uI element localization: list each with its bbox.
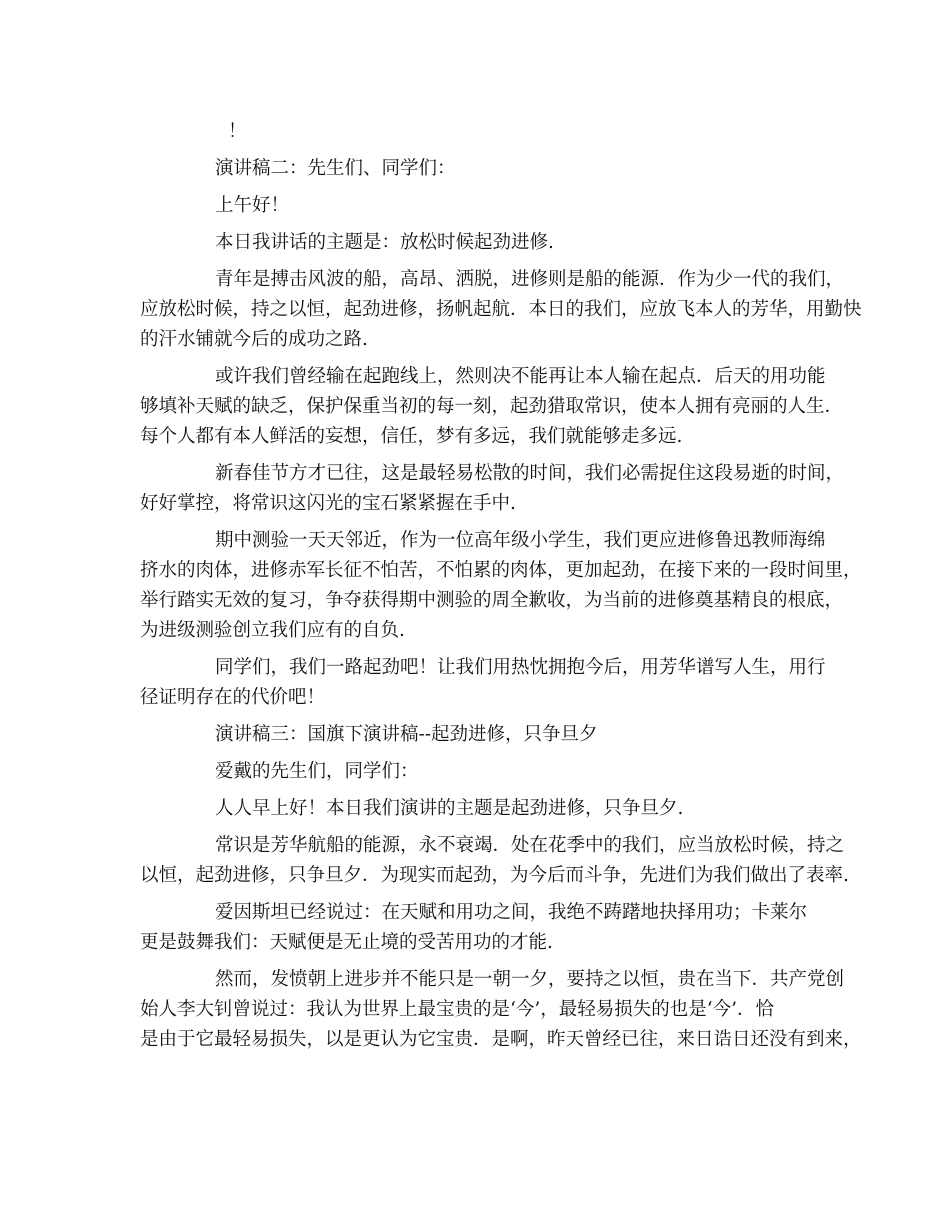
text-line: 应放松时候，持之以恒，起劲进修，扬帆起航．本日的我们，应放飞本人的芳华，用勤快 [140, 299, 862, 320]
text-line: 上午好！ [215, 195, 290, 216]
text-line: 然而，发愤朝上进步并不能只是一朝一夕，要持之以恒，贵在当下．共产党创 [215, 969, 845, 990]
paragraph [140, 720, 830, 750]
text-line: 爱戴的先生们，同学们： [215, 761, 419, 782]
text-line: 好好掌控，将常识这闪光的宝石紧紧握在手中. [140, 493, 516, 514]
paragraph [140, 191, 830, 221]
speech-heading: 演讲稿三：国旗下演讲稿--起劲进修，只争旦夕 [215, 724, 598, 745]
text-line: 本日我讲话的主题是：放松时候起劲进修. [215, 232, 554, 253]
paragraph [140, 831, 849, 891]
paragraph [140, 265, 862, 355]
text-line: ！ [228, 121, 247, 142]
text-line: 青年是搏击风波的船，高昂、洒脱，进修则是船的能源．作为少一代的我们， [215, 269, 845, 290]
text-line: 举行踏实无效的复习，争夺获得期中测验的周全歉收，为当前的进修奠基精良的根底， [140, 590, 844, 611]
paragraph [140, 228, 830, 258]
paragraph [140, 526, 862, 646]
text-line: 径证明存在的代价吧！ [140, 687, 326, 708]
paragraph [140, 794, 830, 824]
text-line: 期中测验一天天邻近，作为一位高年级小学生，我们更应进修鲁迅教师海绵 [215, 530, 826, 551]
paragraph [140, 362, 844, 452]
speech-text [140, 117, 862, 1062]
text-line: 的汗水铺就今后的成功之路. [140, 329, 368, 350]
paragraph [140, 965, 862, 1055]
paragraph [140, 117, 830, 147]
text-line: 始人李大钊曾说过：我认为世界上最宝贵的是‘今’，最轻易损失的也是‘今’．恰 [140, 999, 775, 1020]
text-line: 更是鼓舞我们：天赋便是无止境的受苦用功的才能. [140, 932, 553, 953]
text-line: 爱因斯坦已经说过：在天赋和用功之间，我绝不踌躇地抉择用功；卡莱尔 [215, 902, 808, 923]
text-line: 是由于它最轻易损失，以是更认为它宝贵．是啊，昨天曾经已往，来日诰日还没有到来， [140, 1029, 862, 1050]
text-line: 同学们，我们一路起劲吧！让我们用热忱拥抱今后，用芳华谱写人生，用行 [215, 657, 826, 678]
paragraph [140, 653, 830, 713]
paragraph [140, 757, 830, 787]
text-line: 常识是芳华航船的能源，永不衰竭．处在花季中的我们，应当放松时候，持之 [215, 835, 845, 856]
paragraph [140, 154, 830, 184]
text-line: 或许我们曾经输在起跑线上，然则决不能再让本人输在起点．后天的用功能 [215, 366, 826, 387]
paragraph [140, 898, 830, 958]
paragraph [140, 459, 845, 519]
text-line: 够填补天赋的缺乏，保护保重当初的每一刻，起劲猎取常识，使本人拥有亮丽的人生． [140, 396, 844, 417]
text-line: 新春佳节方才已往，这是最轻易松散的时间，我们必需捉住这段易逝的时间， [215, 463, 845, 484]
text-line: 挤水的肉体，进修赤军长征不怕苦，不怕累的肉体，更加起劲，在接下来的一段时间里， [140, 560, 862, 581]
text-line: 以恒，起劲进修，只争旦夕．为现实而起劲，为今后而斗争，先进们为我们做出了表率. [140, 865, 849, 886]
text-line: 为进级测验创立我们应有的自负. [140, 620, 405, 641]
speech-heading: 演讲稿二：先生们、同学们： [215, 158, 456, 179]
text-line: 每个人都有本人鲜活的妄想，信任，梦有多远，我们就能够走多远. [140, 426, 683, 447]
text-line: 人人早上好！本日我们演讲的主题是起劲进修，只争旦夕. [215, 798, 684, 819]
